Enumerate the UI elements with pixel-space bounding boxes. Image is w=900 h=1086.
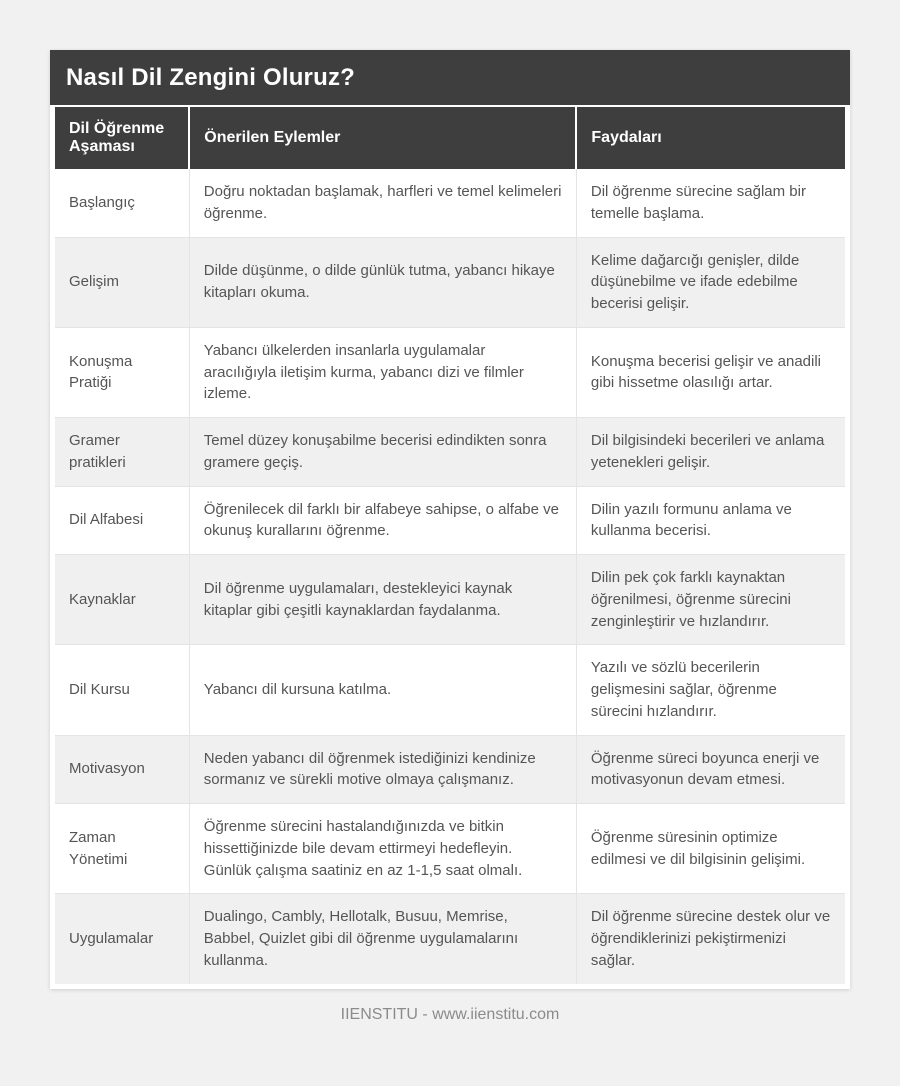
- table-row: [55, 418, 845, 487]
- table-row: [55, 894, 845, 984]
- actions-cell: Doğru noktadan başlamak, harfleri ve temel kelimeleri öğrenme.: [189, 169, 576, 237]
- column-header-stage: Dil Öğrenme Aşaması: [55, 106, 189, 169]
- stage-cell: Uygulamalar: [55, 894, 189, 984]
- table-wrapper: [50, 105, 850, 989]
- benefits-cell: Dil öğrenme sürecine sağlam bir temelle başlama.: [576, 169, 845, 237]
- actions-cell: Yabancı dil kursuna katılma.: [189, 645, 576, 735]
- actions-cell: Dilde düşünme, o dilde günlük tutma, yabancı hikaye kitapları okuma.: [189, 237, 576, 327]
- stage-cell: Başlangıç: [55, 169, 189, 237]
- actions-cell: Dualingo, Cambly, Hellotalk, Busuu, Memrise, Babbel, Quizlet gibi dil öğrenme uygulamalarını kullanma.: [189, 894, 576, 984]
- table-row: [55, 735, 845, 804]
- benefits-cell: Dilin pek çok farklı kaynaktan öğrenilmesi, öğrenme sürecini zenginleştirir ve hızlandırır.: [576, 555, 845, 645]
- benefits-cell: Dil bilgisindeki becerileri ve anlama yetenekleri gelişir.: [576, 418, 845, 487]
- stage-cell: Gelişim: [55, 237, 189, 327]
- table-row: [55, 237, 845, 327]
- table-row: [55, 804, 845, 894]
- benefits-cell: Dil öğrenme sürecine destek olur ve öğrendiklerinizi pekiştirmenizi sağlar.: [576, 894, 845, 984]
- benefits-cell: Öğrenme süreci boyunca enerji ve motivasyonun devam etmesi.: [576, 735, 845, 804]
- page-title: Nasıl Dil Zengini Oluruz?: [50, 50, 850, 105]
- benefits-cell: Kelime dağarcığı genişler, dilde düşünebilme ve ifade edebilme becerisi gelişir.: [576, 237, 845, 327]
- actions-cell: Temel düzey konuşabilme becerisi edindikten sonra gramere geçiş.: [189, 418, 576, 487]
- stage-cell: Kaynaklar: [55, 555, 189, 645]
- footer-credit: IIENSTITU - www.iienstitu.com: [340, 1005, 560, 1023]
- table-row: [55, 327, 845, 417]
- header-row: [55, 106, 845, 169]
- actions-cell: Yabancı ülkelerden insanlarla uygulamalar aracılığıyla iletişim kurma, yabancı dizi ve filmler izleme.: [189, 327, 576, 417]
- actions-cell: Dil öğrenme uygulamaları, destekleyici kaynak kitaplar gibi çeşitli kaynaklardan faydalanma.: [189, 555, 576, 645]
- benefits-cell: Öğrenme süresinin optimize edilmesi ve dil bilgisinin gelişimi.: [576, 804, 845, 894]
- benefits-cell: Dilin yazılı formunu anlama ve kullanma becerisi.: [576, 486, 845, 555]
- column-header-benefits: Faydaları: [576, 106, 845, 169]
- stage-cell: Konuşma Pratiği: [55, 327, 189, 417]
- stage-cell: Motivasyon: [55, 735, 189, 804]
- table-row: [55, 486, 845, 555]
- benefits-cell: Konuşma becerisi gelişir ve anadili gibi hissetme olasılığı artar.: [576, 327, 845, 417]
- column-header-actions: Önerilen Eylemler: [189, 106, 576, 169]
- table-row: [55, 555, 845, 645]
- language-learning-table: [55, 105, 845, 984]
- table-row: [55, 169, 845, 237]
- benefits-cell: Yazılı ve sözlü becerilerin gelişmesini sağlar, öğrenme sürecini hızlandırır.: [576, 645, 845, 735]
- actions-cell: Öğrenme sürecini hastalandığınızda ve bitkin hissettiğinizde bile devam ettirmeyi hedefleyin. Günlük çalışma saatiniz en az 1-1,5 saat olmalı.: [189, 804, 576, 894]
- stage-cell: Dil Alfabesi: [55, 486, 189, 555]
- stage-cell: Gramer pratikleri: [55, 418, 189, 487]
- stage-cell: Dil Kursu: [55, 645, 189, 735]
- stage-cell: Zaman Yönetimi: [55, 804, 189, 894]
- actions-cell: Öğrenilecek dil farklı bir alfabeye sahipse, o alfabe ve okunuş kurallarını öğrenme.: [189, 486, 576, 555]
- actions-cell: Neden yabancı dil öğrenmek istediğinizi kendinize sormanız ve sürekli motive olmaya çalışmanız.: [189, 735, 576, 804]
- table-row: [55, 645, 845, 735]
- table-card: [50, 50, 850, 989]
